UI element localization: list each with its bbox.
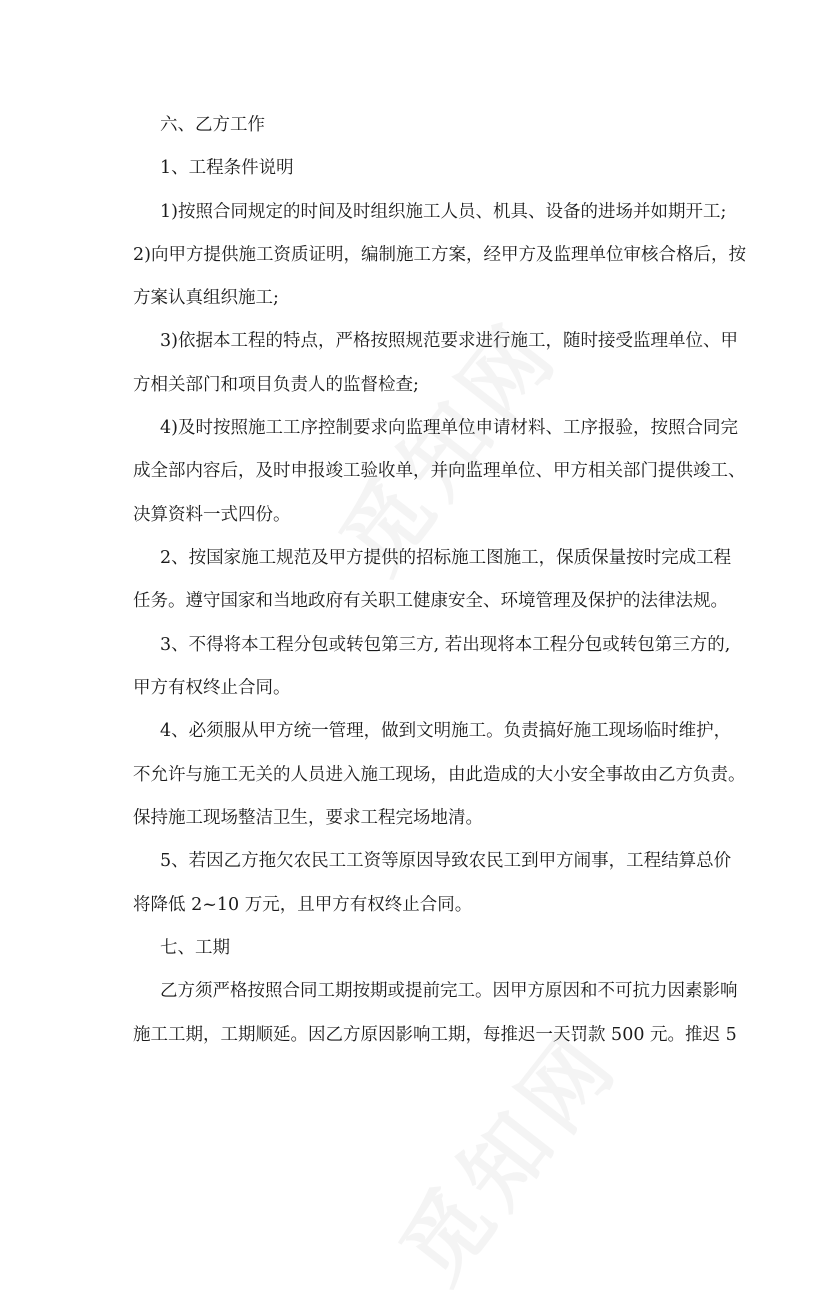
section-heading-6: 六、乙方工作 bbox=[160, 115, 265, 135]
paragraph-line: 将降低 2~10 万元，且甲方有权终止合同。 bbox=[133, 895, 473, 915]
paragraph-line: 2)向甲方提供施工资质证明，编制施工方案，经甲方及监理单位审核合格后，按 bbox=[133, 245, 746, 265]
subsection-title-1: 1、工程条件说明 bbox=[160, 158, 294, 178]
paragraph-line: 4、必须服从甲方统一管理，做到文明施工。负责搞好施工现场临时维护， bbox=[160, 721, 732, 741]
paragraph-line: 4)及时按照施工工序控制要求向监理单位申请材料、工序报验，按照合同完 bbox=[160, 418, 738, 438]
paragraph-line: 方相关部门和项目负责人的监督检查; bbox=[133, 375, 419, 395]
paragraph-line: 任务。遵守国家和当地政府有关职工健康安全、环境管理及保护的法律法规。 bbox=[133, 591, 728, 611]
paragraph-line: 3、不得将本工程分包或转包第三方, 若出现将本工程分包或转包第三方的, bbox=[160, 635, 731, 655]
paragraph-line: 方案认真组织施工; bbox=[133, 288, 279, 308]
paragraph-line: 乙方须严格按照合同工期按期或提前完工。因甲方原因和不可抗力因素影响 bbox=[160, 981, 738, 1001]
paragraph-line: 保持施工现场整洁卫生，要求工程完场地清。 bbox=[133, 808, 483, 828]
paragraph-line: 5、若因乙方拖欠农民工工资等原因导致农民工到甲方闹事，工程结算总价 bbox=[160, 851, 732, 871]
section-heading-7: 七、工期 bbox=[160, 938, 230, 958]
paragraph-line: 不允许与施工无关的人员进入施工现场，由此造成的大小安全事故由乙方负责。 bbox=[133, 765, 746, 785]
paragraph-line: 3)依据本工程的特点，严格按照规范要求进行施工，随时接受监理单位、甲 bbox=[160, 331, 738, 351]
paragraph-line: 1)按照合同规定的时间及时组织施工人员、机具、设备的进场并如期开工; bbox=[160, 202, 727, 222]
paragraph-line: 决算资料一式四份。 bbox=[133, 505, 291, 525]
paragraph-line: 施工工期，工期顺延。因乙方原因影响工期，每推迟一天罚款 500 元。推迟 5 bbox=[133, 1025, 737, 1045]
paragraph-line: 甲方有权终止合同。 bbox=[133, 678, 291, 698]
paragraph-line: 2、按国家施工规范及甲方提供的招标施工图施工，保质保量按时完成工程 bbox=[160, 548, 732, 568]
paragraph-line: 成全部内容后，及时申报竣工验收单，并向监理单位、甲方相关部门提供竣工、 bbox=[133, 461, 746, 481]
